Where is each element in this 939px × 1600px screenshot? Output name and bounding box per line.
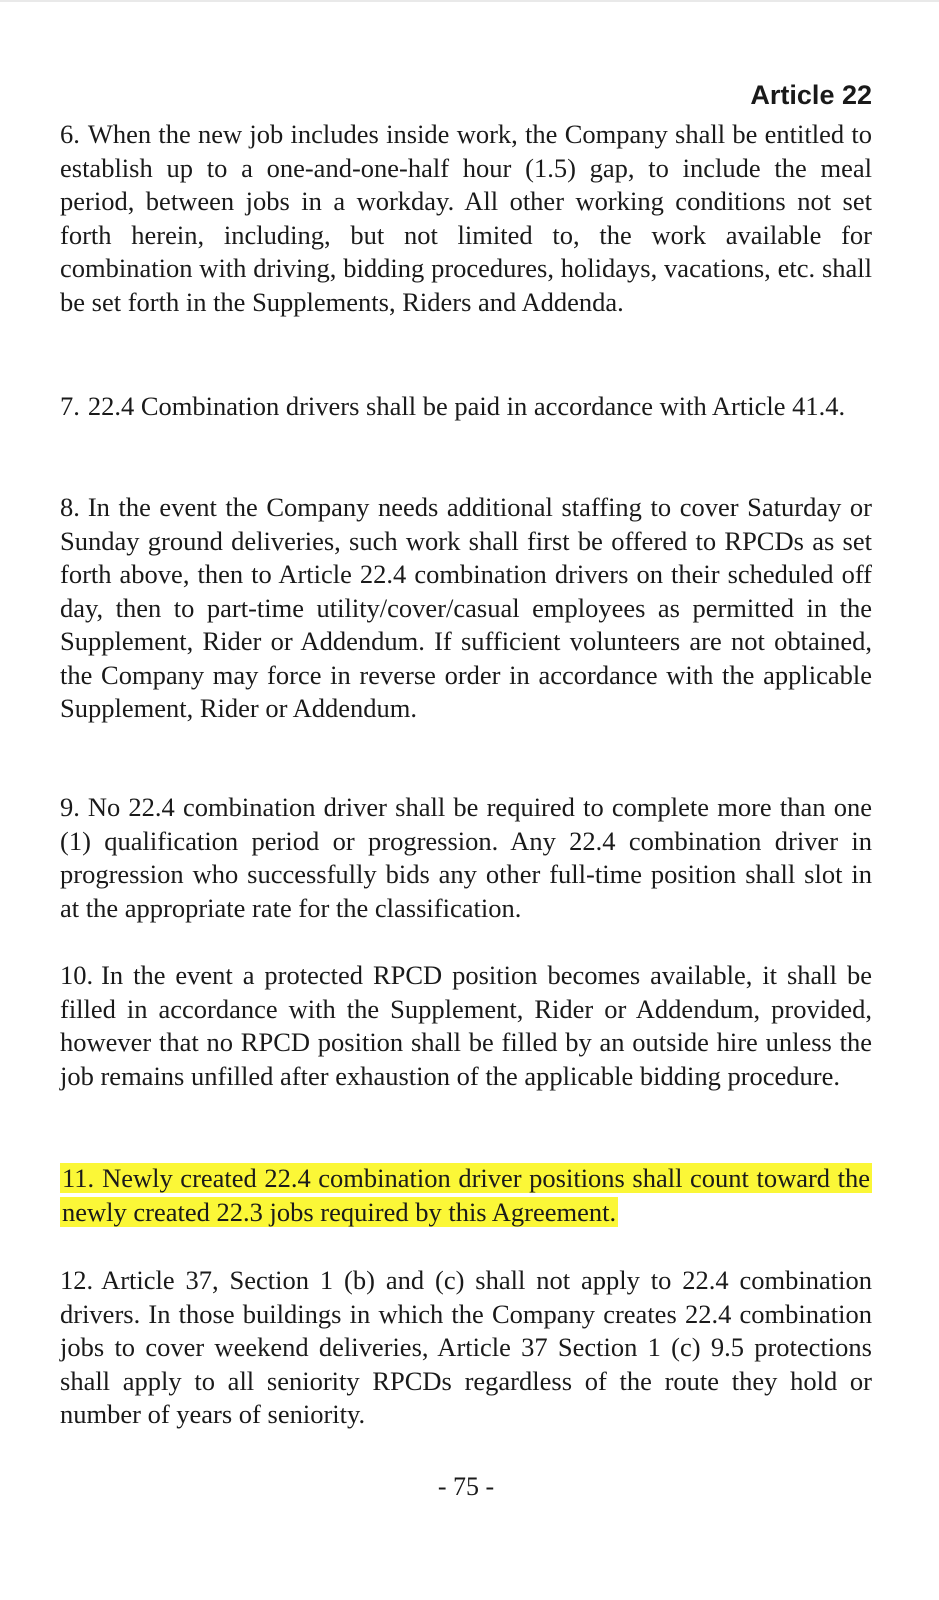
paragraph-text: In the event the Company needs additional staffing to cover Saturday or Sunday ground deliveries, such work shall first be offered to RPCDs as set forth above, then to Article 22.4 combination drivers on their scheduled off day, then to part-time utility/cover/casual employees as permitted in the Supplement, Rider or Addendum. If sufficient volunteers are not obtained, the Company may force in reverse order in accordance with the applicable Supplement, Rider or Addendum. [60, 492, 872, 723]
paragraph-text: In the event a protected RPCD position becomes available, it shall be filled in accordance with the Supplement, Rider or Addendum, provided, however that no RPCD position shall be filled by an outside hire unless the job remains unfilled after exhaustion of the applicable bidding procedure. [60, 960, 872, 1091]
paragraph-number: 11. [62, 1163, 95, 1193]
paragraph-number: 12. [60, 1265, 94, 1295]
paragraph-9 [60, 791, 872, 925]
paragraph-number: 6. [60, 119, 80, 149]
paragraph-number: 7. [60, 391, 80, 421]
paragraph-text: 22.4 Combination drivers shall be paid in accordance with Article 41.4. [87, 391, 846, 421]
paragraph-number: 8. [60, 492, 80, 522]
article-header: Article 22 [750, 80, 872, 110]
page-number: - 75 - [437, 1472, 495, 1501]
paragraph-number: 9. [60, 792, 80, 822]
paragraph-11-highlighted [60, 1162, 872, 1229]
paragraph-10 [60, 959, 872, 1093]
highlighted-text [60, 1163, 872, 1227]
document-page [60, 0, 872, 1600]
paragraph-text: Article 37, Section 1 (b) and (c) shall not apply to 22.4 combination drivers. In those buildings in which the Company creates 22.4 combination jobs to cover weekend deliveries, Article 37 Section 1 (c) 9.5 protections shall apply to all seniority RPCDs regardless of the route they hold or number of years of seniority. [60, 1265, 872, 1429]
paragraph-6 [60, 118, 872, 319]
paragraph-text: No 22.4 combination driver shall be required to complete more than one (1) qualification period or progression. Any 22.4 combination driver in progression who successfully bids any other full-time position shall slot in at the appropriate rate for the classification. [60, 792, 872, 923]
paragraph-number: 10. [60, 960, 94, 990]
paragraph-7 [60, 390, 872, 424]
paragraph-12 [60, 1264, 872, 1432]
paragraph-text: When the new job includes inside work, the Company shall be entitled to establish up to a one-and-one-half hour (1.5) gap, to include the meal period, between jobs in a workday. All other working conditions not set forth herein, including, but not limited to, the work available for combination with driving, bidding procedures, holidays, vacations, etc. shall be set forth in the Supplements, Riders and Addenda. [60, 119, 872, 317]
paragraph-8 [60, 491, 872, 726]
paragraph-text: Newly created 22.4 combination driver positions shall count toward the newly created 22.3 jobs required by this Agreement. [62, 1163, 870, 1227]
